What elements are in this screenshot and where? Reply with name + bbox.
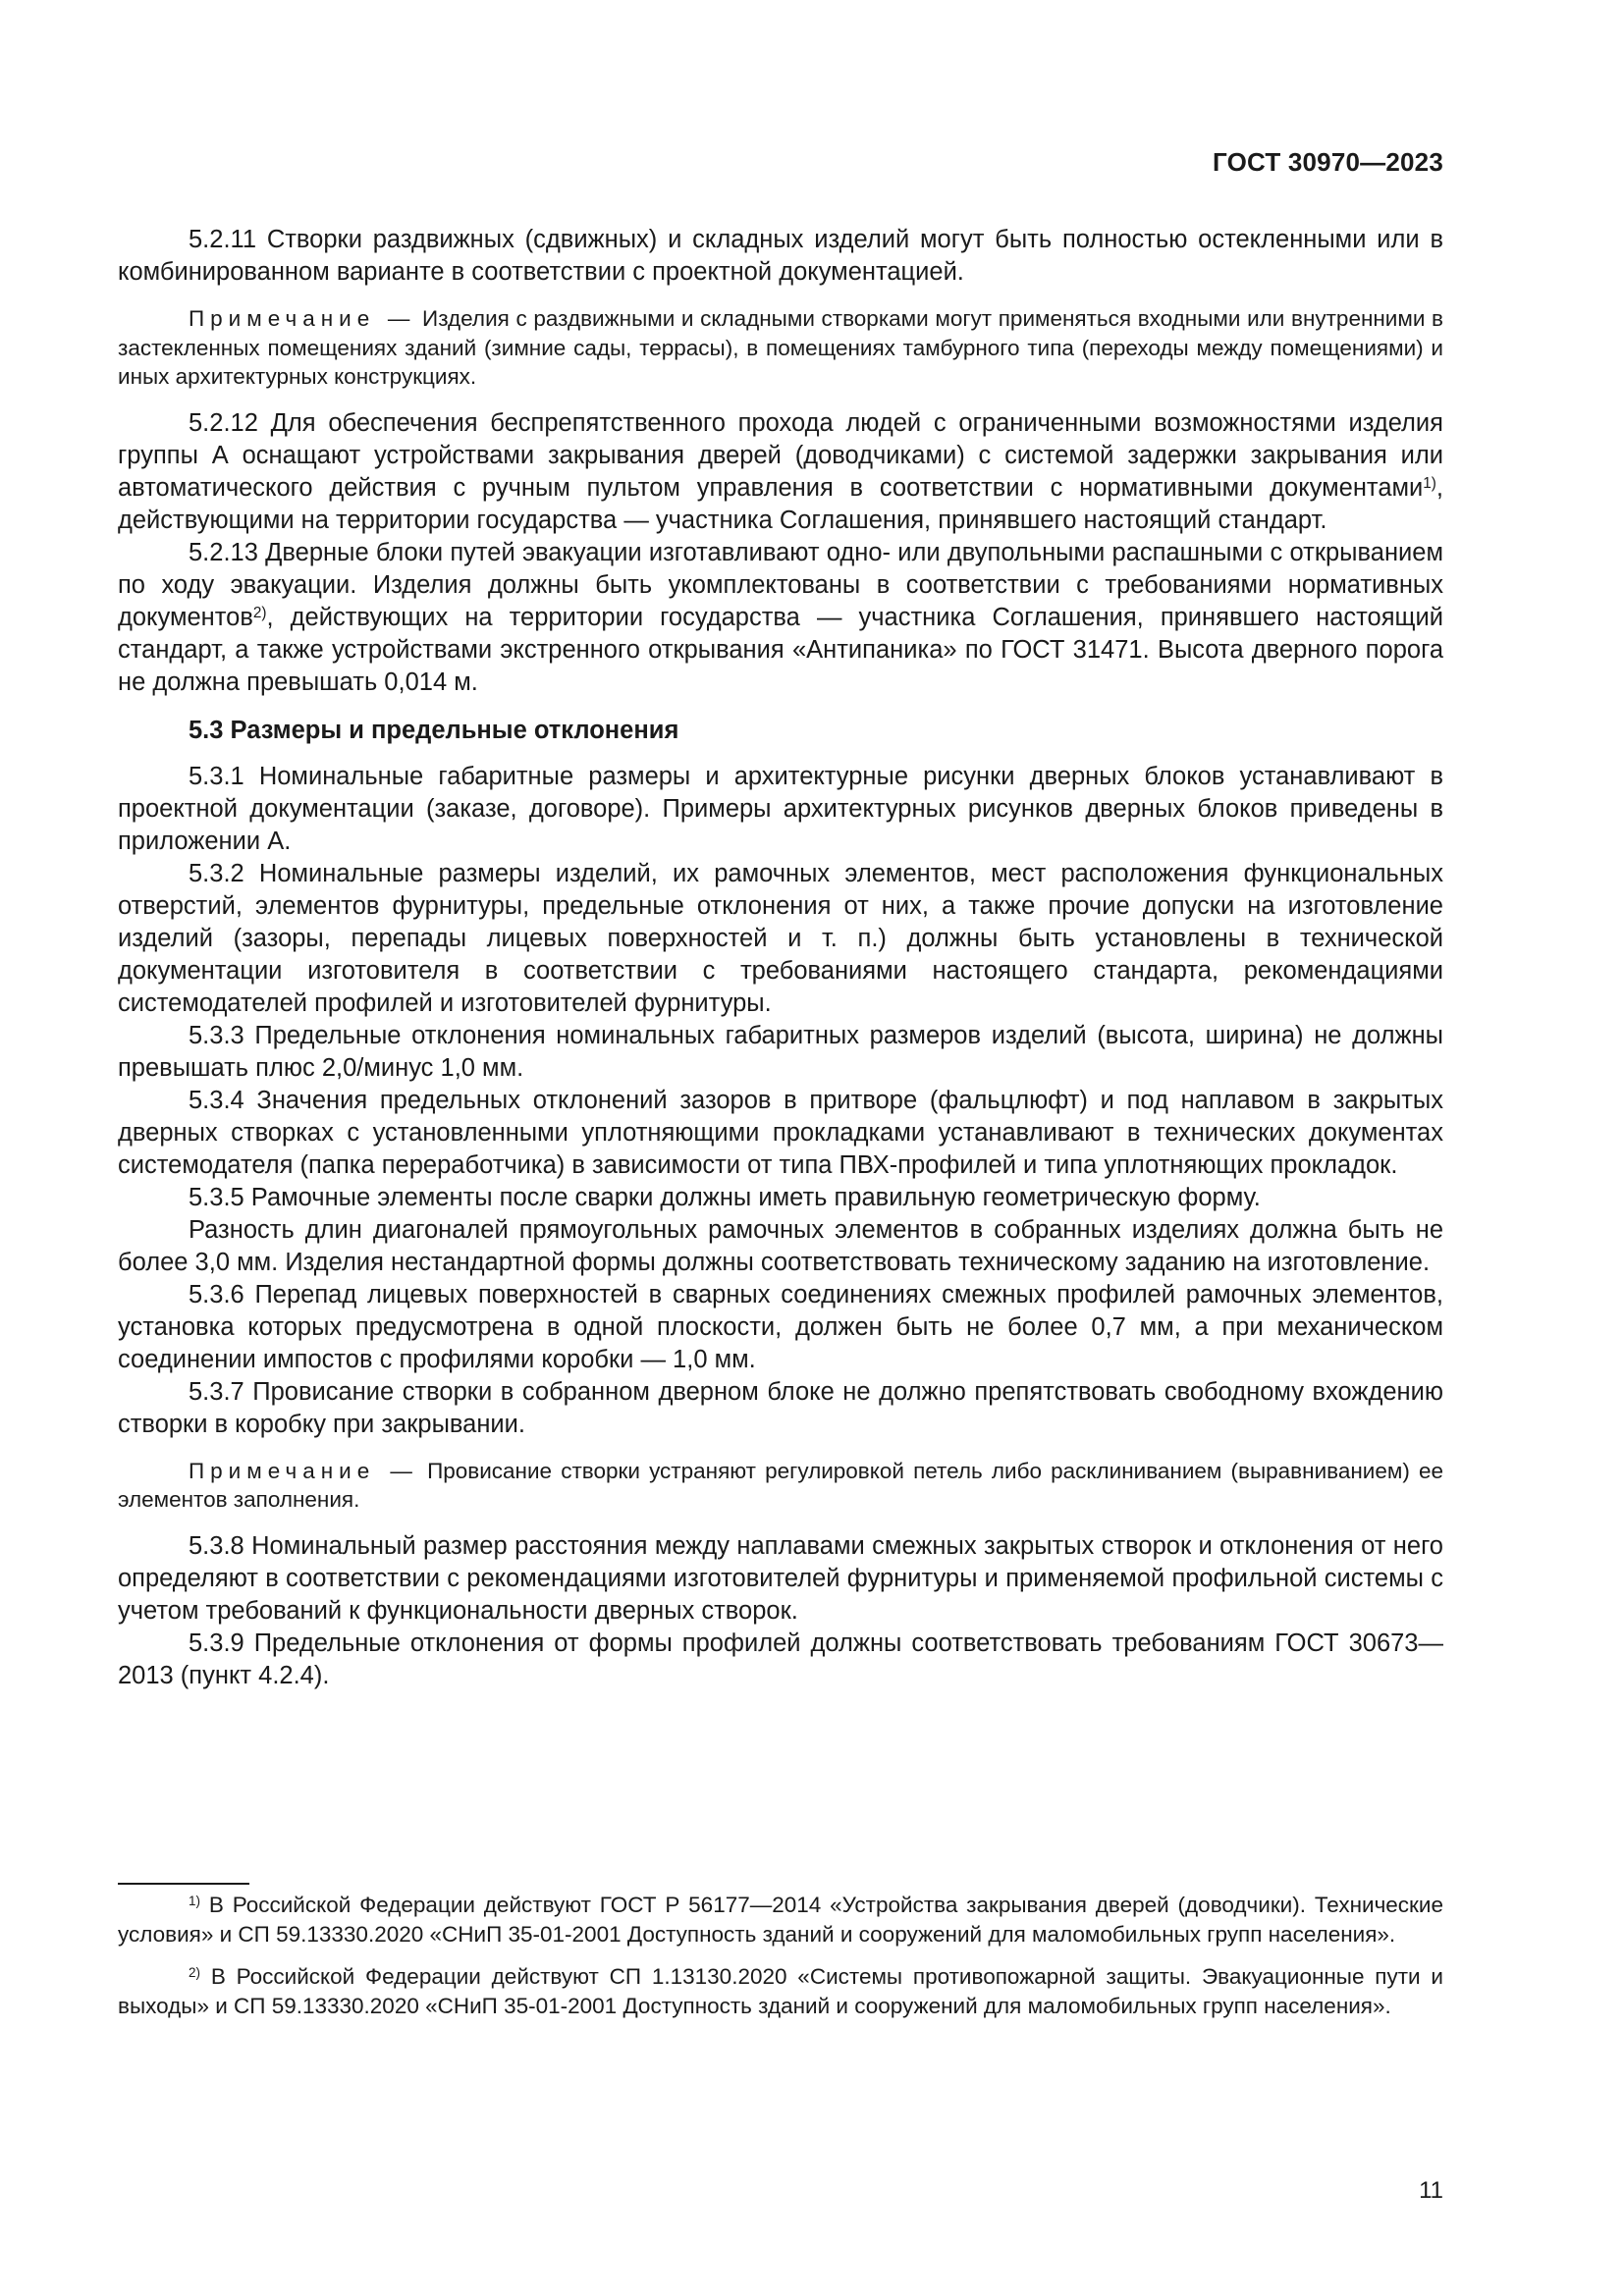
footnote-ref-2: 2) (252, 604, 267, 621)
paragraph-5-2-12-text-b: , действующими на территории государства — участника Соглашения, принявшего настоящий стандарт. (118, 473, 1443, 534)
footnote-divider (118, 1883, 249, 1885)
note-2-text: Провисание створки устраняют регулировкой петель либо расклиниванием (выравниванием) ее элементов заполнения. (118, 1458, 1443, 1512)
paragraph-5-3-5-continued: Разность длин диагоналей прямоугольных рамочных элементов в собранных изделиях должна быть не более 3,0 мм. Изделия нестандартной формы должны соответствовать техническому заданию на изготовление. (118, 1215, 1443, 1276)
note-1-text: Изделия с раздвижными и складными створками могут применяться входными или внутренними в застекленных помещениях зданий (зимние сады, террасы), в помещениях тамбурного типа (переходы между помещениями) и иных архитектурных конструкциях. (118, 306, 1444, 389)
footnote-2 (118, 1962, 1443, 2020)
document-page (118, 0, 1443, 2296)
paragraph-5-3-9: 5.3.9 Предельные отклонения от формы профилей должны соответствовать требованиям ГОСТ 30673—2013 (пункт 4.2.4). (118, 1629, 1443, 1689)
paragraph-5-3-1: 5.3.1 Номинальные габаритные размеры и архитектурные рисунки дверных блоков устанавливают в проектной документации (заказе, договоре). Примеры архитектурных рисунков дверных блоков приведены в приложении А. (118, 762, 1443, 855)
footnote-2-text: В Российской Федерации действуют СП 1.13130.2020 «Системы противопожарной защиты. Эвакуационные пути и выходы» и СП 59.13330.2020 «СНиП 35-01-2001 Доступность зданий и сооружений для маломобильных групп населения». (118, 1964, 1443, 2018)
paragraph-5-2-13-text-a: 5.2.13 Дверные блоки путей эвакуации изготавливают одно- или двупольными распашными с открыванием по ходу эвакуации. Изделия должны быть укомплектованы в соответствии с требованиями нормативных документов (118, 538, 1443, 631)
note-label: Примечание — (189, 306, 416, 331)
paragraph-5-2-13-text-b: , действующих на территории государства — участника Соглашения, принявшего настоящий стандарт, а также устройствами экстренного открывания «Антипаника» по ГОСТ 31471. Высота дверного порога не должна превышать 0,014 м. (118, 603, 1443, 696)
document-body (118, 224, 1443, 1692)
paragraph-5-2-12 (118, 407, 1443, 537)
document-code-header: ГОСТ 30970—2023 (1213, 147, 1443, 177)
page-number: 11 (1419, 2177, 1443, 2204)
section-heading-5-3: 5.3 Размеры и предельные отклонения (189, 716, 679, 744)
footnote-1-mark: 1) (189, 1894, 201, 1909)
note-1 (118, 304, 1443, 392)
footnote-1-text: В Российской Федерации действуют ГОСТ Р 56177—2014 «Устройства закрывания дверей (доводчики). Технические условия» и СП 59.13330.2020 «СНиП 35-01-2001 Доступность зданий и сооружений для маломобильных групп населения». (118, 1893, 1443, 1947)
paragraph-5-2-11: 5.2.11 Створки раздвижных (сдвижных) и складных изделий могут быть полностью остекленными или в комбинированном варианте в соответствии с проектной документацией. (118, 226, 1443, 286)
paragraph-5-3-6: 5.3.6 Перепад лицевых поверхностей в сварных соединениях смежных профилей рамочных элементов, установка которых предусмотрена в одной плоскости, должен быть не более 0,7 мм, а при механическом соединении импостов с профилями коробки — 1,0 мм. (118, 1280, 1443, 1373)
footnote-1 (118, 1891, 1443, 1949)
paragraph-5-3-3: 5.3.3 Предельные отклонения номинальных габаритных размеров изделий (высота, ширина) не должны превышать плюс 2,0/минус 1,0 мм. (118, 1021, 1443, 1082)
paragraph-5-3-5: 5.3.5 Рамочные элементы после сварки должны иметь правильную геометрическую форму. (189, 1183, 1261, 1211)
paragraph-5-3-8: 5.3.8 Номинальный размер расстояния между наплавами смежных закрытых створок и отклонения от него определяют в соответствии с рекомендациями изготовителей фурнитуры и применяемой профильной системы с учетом требований к функциональности дверных створок. (118, 1531, 1443, 1625)
paragraph-5-2-13 (118, 537, 1443, 699)
paragraph-5-3-4: 5.3.4 Значения предельных отклонений зазоров в притворе (фальцлюфт) и под наплавом в закрытых дверных створках с установленными уплотняющими прокладками устанавливают в технических документах системодателя (папка переработчика) в зависимости от типа ПВХ-профилей и типа уплотняющих прокладок. (118, 1086, 1443, 1179)
paragraph-5-3-2: 5.3.2 Номинальные размеры изделий, их рамочных элементов, мест расположения функциональных отверстий, элементов фурнитуры, предельные отклонения от них, а также прочие допуски на изготовление изделий (зазоры, перепады лицевых поверхностей и т. п.) должны быть установлены в технической документации изготовителя в соответствии с требованиями настоящего стандарта, рекомендациями системодателей профилей и изготовителей фурнитуры. (118, 859, 1443, 1017)
footnote-ref-1: 1) (1423, 474, 1436, 492)
footnotes (118, 1891, 1443, 2034)
note-label: Примечание — (189, 1458, 418, 1483)
paragraph-5-2-12-text-a: 5.2.12 Для обеспечения беспрепятственного прохода людей с ограниченными возможностями изделия группы А оснащают устройствами закрывания дверей (доводчиками) с системой задержки закрывания или автоматического действия с ручным пультом управления в соответствии с нормативными документами (118, 408, 1443, 502)
footnote-2-mark: 2) (189, 1965, 201, 1981)
note-2 (118, 1457, 1443, 1515)
paragraph-5-3-7: 5.3.7 Провисание створки в собранном дверном блоке не должно препятствовать свободному вхождению створки в коробку при закрывании. (118, 1377, 1443, 1438)
